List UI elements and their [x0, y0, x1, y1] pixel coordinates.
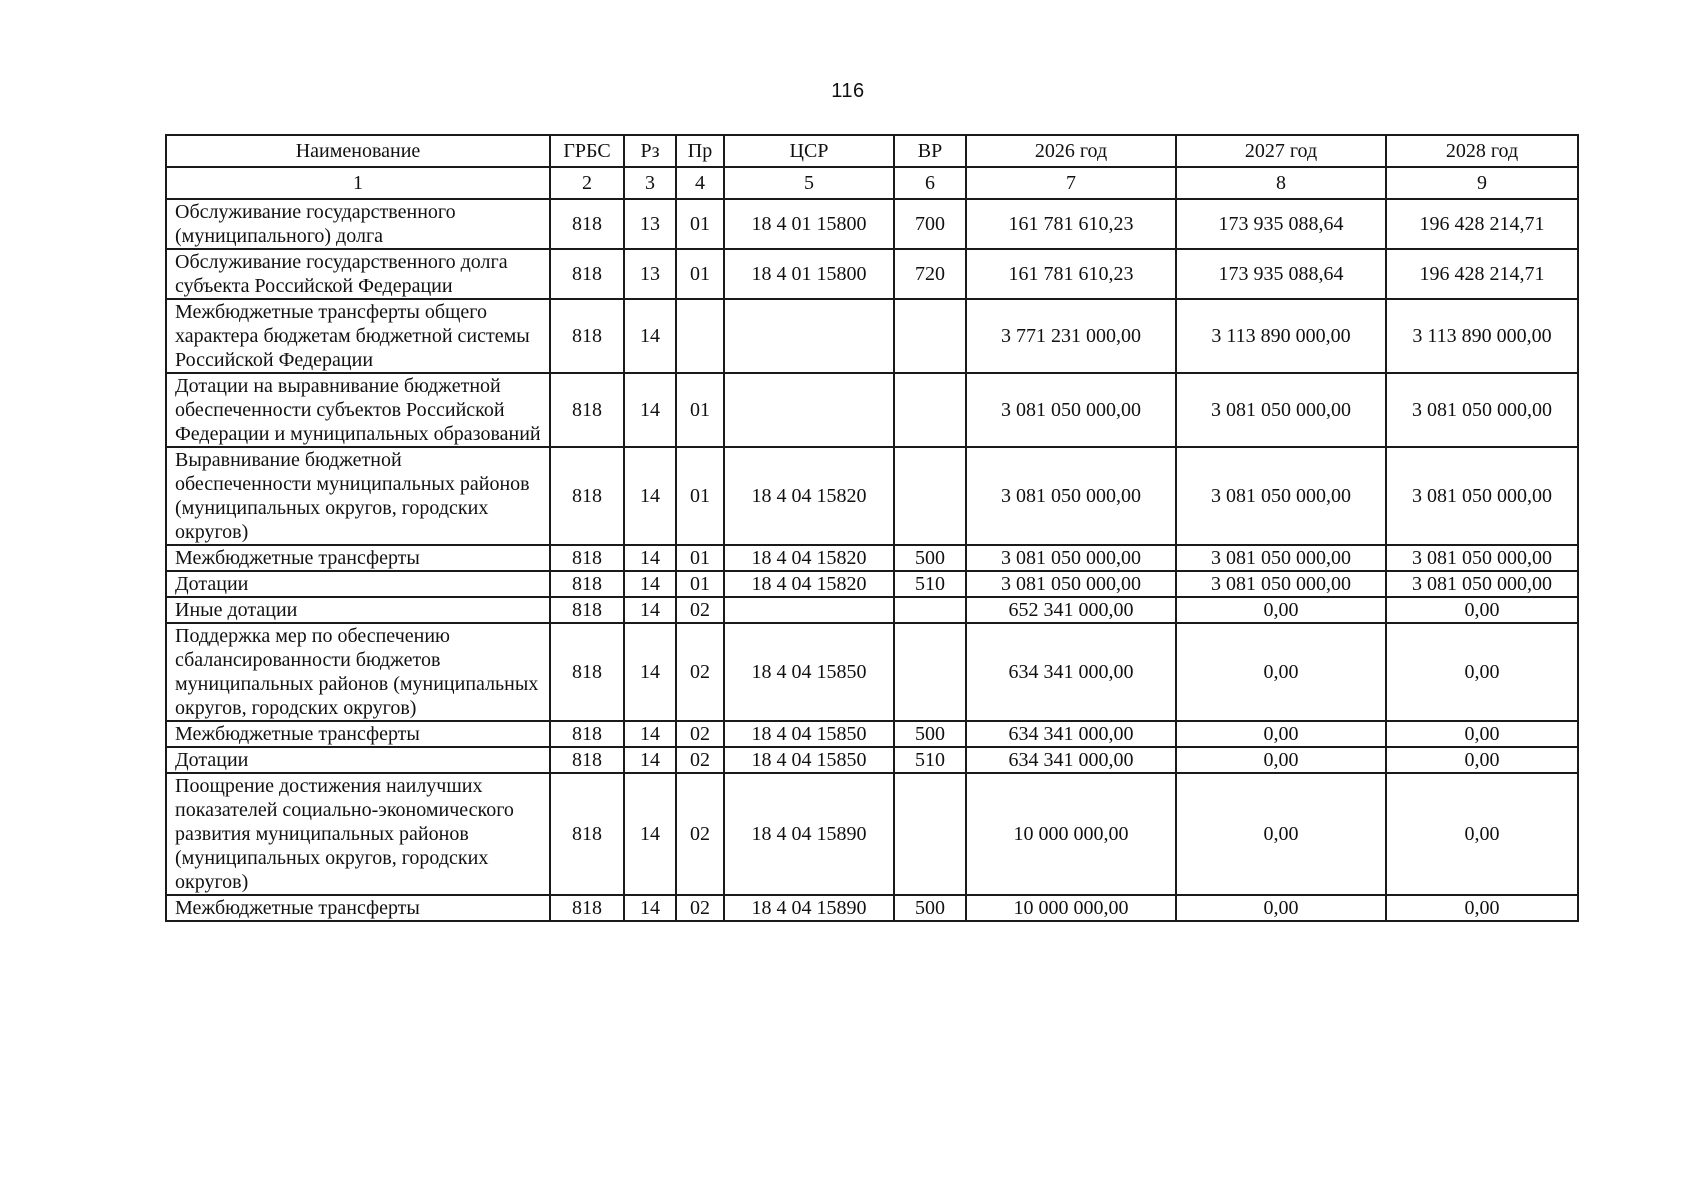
- row-2026-cell: 3 081 050 000,00: [966, 571, 1176, 597]
- row-2028-cell: 0,00: [1386, 895, 1578, 921]
- row-2026-cell: 3 081 050 000,00: [966, 373, 1176, 447]
- row-2028-cell: 196 428 214,71: [1386, 249, 1578, 299]
- column-number: 2: [550, 167, 624, 199]
- header-grbs: ГРБС: [550, 135, 624, 167]
- row-pr-cell: 02: [676, 773, 724, 895]
- table-row: [166, 773, 1578, 895]
- row-name-cell: Дотации: [166, 571, 550, 597]
- row-rz-cell: 14: [624, 571, 676, 597]
- table-row: [166, 249, 1578, 299]
- row-pr-cell: 01: [676, 545, 724, 571]
- row-rz-cell: 14: [624, 773, 676, 895]
- row-grbs-cell: 818: [550, 299, 624, 373]
- row-2028-cell: 0,00: [1386, 721, 1578, 747]
- row-2027-cell: 173 935 088,64: [1176, 249, 1386, 299]
- row-rz-cell: 14: [624, 299, 676, 373]
- row-rz-cell: 13: [624, 249, 676, 299]
- row-name-cell: Дотации: [166, 747, 550, 773]
- column-number: 5: [724, 167, 894, 199]
- header-name: Наименование: [166, 135, 550, 167]
- column-number: 7: [966, 167, 1176, 199]
- header-2028: 2028 год: [1386, 135, 1578, 167]
- row-pr-cell: 01: [676, 199, 724, 249]
- row-2028-cell: 3 081 050 000,00: [1386, 545, 1578, 571]
- budget-table: [165, 134, 1579, 922]
- row-grbs-cell: 818: [550, 773, 624, 895]
- row-2026-cell: 634 341 000,00: [966, 721, 1176, 747]
- row-grbs-cell: 818: [550, 249, 624, 299]
- row-rz-cell: 14: [624, 721, 676, 747]
- row-2027-cell: 0,00: [1176, 747, 1386, 773]
- row-name-cell: Иные дотации: [166, 597, 550, 623]
- row-rz-cell: 14: [624, 373, 676, 447]
- column-number-row: [166, 167, 1578, 199]
- row-rz-cell: 14: [624, 623, 676, 721]
- row-grbs-cell: 818: [550, 623, 624, 721]
- table-row: [166, 571, 1578, 597]
- row-name-cell: Межбюджетные трансферты: [166, 721, 550, 747]
- row-vr-cell: [894, 597, 966, 623]
- row-2026-cell: 3 081 050 000,00: [966, 545, 1176, 571]
- table-row: [166, 199, 1578, 249]
- row-pr-cell: 02: [676, 895, 724, 921]
- table-row: [166, 623, 1578, 721]
- row-2026-cell: 652 341 000,00: [966, 597, 1176, 623]
- row-name-cell: Межбюджетные трансферты: [166, 895, 550, 921]
- row-vr-cell: 720: [894, 249, 966, 299]
- row-name-cell: Поддержка мер по обеспечению сбалансированности бюджетов муниципальных районов (муниципальных округов, городских округов): [166, 623, 550, 721]
- row-name-cell: Выравнивание бюджетной обеспеченности муниципальных районов (муниципальных округов, городских округов): [166, 447, 550, 545]
- row-csr-cell: 18 4 04 15890: [724, 895, 894, 921]
- row-grbs-cell: 818: [550, 545, 624, 571]
- row-pr-cell: 01: [676, 373, 724, 447]
- row-2026-cell: 10 000 000,00: [966, 773, 1176, 895]
- row-2028-cell: 0,00: [1386, 623, 1578, 721]
- row-2028-cell: 0,00: [1386, 747, 1578, 773]
- table-row: [166, 597, 1578, 623]
- row-name-cell: Поощрение достижения наилучших показателей социально-экономического развития муниципальных районов (муниципальных округов, городских округов): [166, 773, 550, 895]
- row-csr-cell: 18 4 01 15800: [724, 199, 894, 249]
- row-csr-cell: 18 4 04 15820: [724, 447, 894, 545]
- row-vr-cell: 500: [894, 545, 966, 571]
- column-number: 6: [894, 167, 966, 199]
- row-2027-cell: 0,00: [1176, 623, 1386, 721]
- row-name-cell: Обслуживание государственного долга субъекта Российской Федерации: [166, 249, 550, 299]
- row-grbs-cell: 818: [550, 199, 624, 249]
- row-2027-cell: 0,00: [1176, 895, 1386, 921]
- table-row: [166, 895, 1578, 921]
- row-2027-cell: 3 081 050 000,00: [1176, 571, 1386, 597]
- row-grbs-cell: 818: [550, 447, 624, 545]
- row-csr-cell: 18 4 04 15850: [724, 623, 894, 721]
- row-rz-cell: 13: [624, 199, 676, 249]
- row-name-cell: Межбюджетные трансферты: [166, 545, 550, 571]
- header-2026: 2026 год: [966, 135, 1176, 167]
- row-csr-cell: 18 4 01 15800: [724, 249, 894, 299]
- column-number: 3: [624, 167, 676, 199]
- row-name-cell: Обслуживание государственного (муниципального) долга: [166, 199, 550, 249]
- row-csr-cell: [724, 299, 894, 373]
- row-grbs-cell: 818: [550, 721, 624, 747]
- row-grbs-cell: 818: [550, 373, 624, 447]
- column-number: 4: [676, 167, 724, 199]
- row-vr-cell: [894, 299, 966, 373]
- row-2027-cell: 3 081 050 000,00: [1176, 545, 1386, 571]
- row-vr-cell: [894, 447, 966, 545]
- row-name-cell: Межбюджетные трансферты общего характера бюджетам бюджетной системы Российской Федерации: [166, 299, 550, 373]
- row-2026-cell: 3 771 231 000,00: [966, 299, 1176, 373]
- row-2028-cell: 0,00: [1386, 773, 1578, 895]
- column-number: 1: [166, 167, 550, 199]
- row-pr-cell: 02: [676, 623, 724, 721]
- row-2027-cell: 0,00: [1176, 597, 1386, 623]
- row-csr-cell: [724, 373, 894, 447]
- row-2026-cell: 10 000 000,00: [966, 895, 1176, 921]
- row-pr-cell: 02: [676, 597, 724, 623]
- table-row: [166, 747, 1578, 773]
- table-row: [166, 299, 1578, 373]
- row-2027-cell: 0,00: [1176, 721, 1386, 747]
- row-csr-cell: 18 4 04 15850: [724, 747, 894, 773]
- row-pr-cell: 02: [676, 721, 724, 747]
- row-rz-cell: 14: [624, 895, 676, 921]
- row-2027-cell: 0,00: [1176, 773, 1386, 895]
- row-grbs-cell: 818: [550, 571, 624, 597]
- row-grbs-cell: 818: [550, 895, 624, 921]
- row-vr-cell: 510: [894, 747, 966, 773]
- row-csr-cell: 18 4 04 15850: [724, 721, 894, 747]
- column-number: 9: [1386, 167, 1578, 199]
- row-pr-cell: 01: [676, 249, 724, 299]
- row-2028-cell: 196 428 214,71: [1386, 199, 1578, 249]
- column-number: 8: [1176, 167, 1386, 199]
- row-vr-cell: [894, 373, 966, 447]
- table-row: [166, 373, 1578, 447]
- row-vr-cell: [894, 623, 966, 721]
- table-header-row: [166, 135, 1578, 167]
- row-vr-cell: 700: [894, 199, 966, 249]
- header-vr: ВР: [894, 135, 966, 167]
- row-2028-cell: 3 081 050 000,00: [1386, 373, 1578, 447]
- table-row: [166, 545, 1578, 571]
- row-2026-cell: 634 341 000,00: [966, 747, 1176, 773]
- row-csr-cell: 18 4 04 15890: [724, 773, 894, 895]
- row-vr-cell: 500: [894, 895, 966, 921]
- row-rz-cell: 14: [624, 747, 676, 773]
- row-csr-cell: 18 4 04 15820: [724, 545, 894, 571]
- row-name-cell: Дотации на выравнивание бюджетной обеспеченности субъектов Российской Федерации и муниципальных образований: [166, 373, 550, 447]
- row-pr-cell: 01: [676, 447, 724, 545]
- header-rz: Рз: [624, 135, 676, 167]
- row-2028-cell: 0,00: [1386, 597, 1578, 623]
- row-vr-cell: 500: [894, 721, 966, 747]
- table-row: [166, 721, 1578, 747]
- table-row: [166, 447, 1578, 545]
- row-pr-cell: 02: [676, 747, 724, 773]
- header-csr: ЦСР: [724, 135, 894, 167]
- row-pr-cell: [676, 299, 724, 373]
- row-2027-cell: 3 081 050 000,00: [1176, 447, 1386, 545]
- row-2026-cell: 3 081 050 000,00: [966, 447, 1176, 545]
- row-rz-cell: 14: [624, 597, 676, 623]
- row-grbs-cell: 818: [550, 597, 624, 623]
- row-2028-cell: 3 113 890 000,00: [1386, 299, 1578, 373]
- row-2026-cell: 161 781 610,23: [966, 249, 1176, 299]
- row-2028-cell: 3 081 050 000,00: [1386, 571, 1578, 597]
- row-pr-cell: 01: [676, 571, 724, 597]
- header-2027: 2027 год: [1176, 135, 1386, 167]
- row-vr-cell: [894, 773, 966, 895]
- row-2026-cell: 161 781 610,23: [966, 199, 1176, 249]
- row-2027-cell: 3 081 050 000,00: [1176, 373, 1386, 447]
- row-csr-cell: [724, 597, 894, 623]
- row-csr-cell: 18 4 04 15820: [724, 571, 894, 597]
- row-2027-cell: 173 935 088,64: [1176, 199, 1386, 249]
- row-vr-cell: 510: [894, 571, 966, 597]
- row-grbs-cell: 818: [550, 747, 624, 773]
- row-rz-cell: 14: [624, 545, 676, 571]
- row-2027-cell: 3 113 890 000,00: [1176, 299, 1386, 373]
- row-2026-cell: 634 341 000,00: [966, 623, 1176, 721]
- row-2028-cell: 3 081 050 000,00: [1386, 447, 1578, 545]
- header-pr: Пр: [676, 135, 724, 167]
- page-number: 116: [831, 80, 865, 102]
- row-rz-cell: 14: [624, 447, 676, 545]
